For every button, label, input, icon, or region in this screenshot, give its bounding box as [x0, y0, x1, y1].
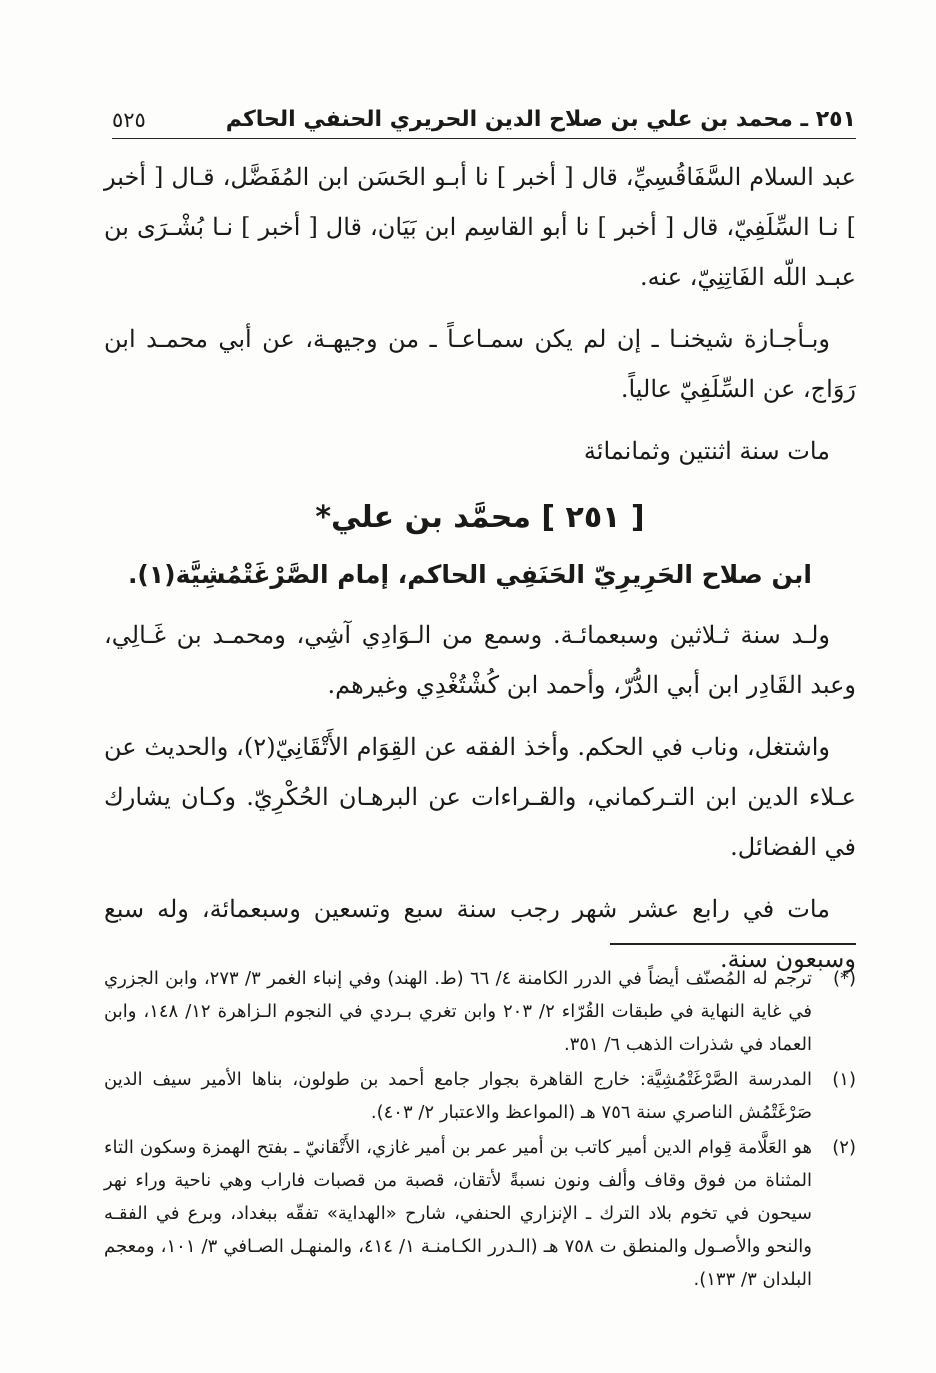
footnote-text: المدرسة الصَّرْغَتْمُشِيَّة: خارج القاهرة بجوار جامع أحمد بن طولون، بناها الأمير سيف الدين صَرْغَتْمُش الناصري سنة ٧٥٦ هـ (المواعظ والاعتبار ٢/ ٤٠٣).	[104, 1069, 812, 1123]
header-title: ٢٥١ ـ محمد بن علي بن صلاح الدين الحريري الحنفي الحاكم	[225, 107, 856, 132]
paragraph-study: واشتغل، وناب في الحكم. وأخذ الفقه عن القِوَام الأَتْقَانِيّ(٢)، والحديث عن عـلاء الدين ابن التـركماني، والقـراءات عن البرهـان الحُكْرِيّ. وكـان يشارك في الفضائل.	[104, 733, 856, 861]
entry-subheading: ابن صلاح الحَرِيرِيّ الحَنَفِي الحاكم، إمام الصَّرْغَتْمُشِيَّة(١).	[127, 560, 812, 589]
page-number: ٥٢٥	[112, 108, 146, 132]
entry-heading: [ ٢٥١ ] محمَّد بن علي*	[315, 500, 645, 535]
footnote-2	[104, 1131, 856, 1296]
running-header	[112, 86, 856, 139]
paragraph-ijaza: وبـأجـازة شيخنـا ـ إن لم يكن سمـاعـاً ـ من وجيهـة، عن أبي محمـد ابن رَوَاج، عن السِّلَفِيّ عالياً.	[104, 325, 856, 403]
footnote-1	[104, 1063, 856, 1129]
footnote-text: ترجم له المُصنّف أيضاً في الدرر الكامنة ٤/ ٦٦ (ط. الهند) وفي إنباء الغمر ٣/ ٢٧٣، وابن الجزري في غاية النهاية في طبقات القُرّاء ٢/ ٢٠٣ وابن تغري بـردي في النجوم الـزاهرة ١٢/ ١٤٨، وابن العماد في شذرات الذهب ٦/ ٣٥١.	[104, 968, 813, 1055]
paragraph-death: مات سنة اثنتين وثمانمائة	[583, 437, 830, 465]
footnote-mark: (*)	[832, 968, 856, 989]
footnote-star	[104, 962, 856, 1061]
footnote-mark: (٢)	[832, 1137, 856, 1158]
footnote-separator	[610, 943, 856, 945]
footnote-mark: (١)	[832, 1069, 856, 1090]
footnotes	[104, 962, 856, 1298]
main-text	[104, 152, 856, 996]
footnote-text: هو العَلَّامة قِوام الدين أمير كاتب بن أمير عمر بن أمير غازي، الأَتْقانيّ ـ بفتح الهمزة وسكون التاء المثناة من فوق وقاف وألف ونون نسبةً لأتقان، قصبة من قصبات فاراب وهي ناحية وراء نهر سيحون في تخوم بلاد الترك ـ الإنزاري الحنفي، شارح «الهداية» تفقّه ببغداد، وبرع في الفقـه والنحو والأصـول والمنطق ت ٧٥٨ هـ (الـدرر الكـامنـة ١/ ٤١٤، والمنهـل الصـافي ٣/ ١٠١، ومعجم البلدان ٣/ ١٣٣).	[104, 1137, 812, 1290]
paragraph-death-date: مات في رابع عشر شهر رجب سنة سبع وتسعين وسبعمائة، وله سبع وسبعون سنة.	[104, 895, 856, 973]
paragraph-chain: عبد السلام السَّفَاقُسِيِّ، قال [ أخبر ] نا أبـو الحَسَن ابن المُفَضَّل، قـال [ أخبر ] نـا السِّلَفِيّ، قال [ أخبر ] نا أبو القاسِم ابن بَيَان، قال [ أخبر ] نـا بُشْـرَى بن عبـد اللّه الفَاتِنِيّ، عنه.	[104, 163, 857, 291]
paragraph-birth: ولـد سنة ثـلاثين وسبعمائـة. وسمع من الـوَادِي آشِي، ومحمـد بن غَـالِي، وعبد القَادِر ابن أبي الدُّرّ، وأحمد ابن كُشْتُغْدِي وغيرهم.	[104, 621, 856, 699]
